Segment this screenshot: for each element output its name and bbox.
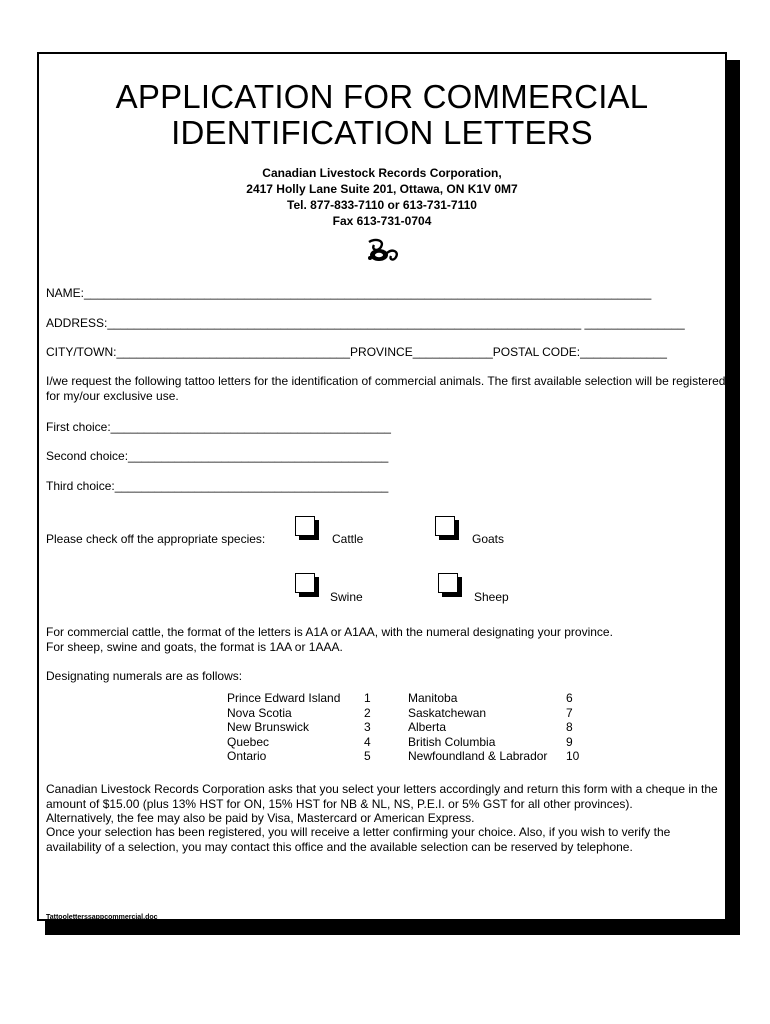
form-title-line2: IDENTIFICATION LETTERS (171, 114, 593, 151)
province-numeral: 1 (364, 691, 371, 705)
third-choice-field[interactable]: Third choice:_________________________________________ (46, 479, 389, 493)
form-page (37, 52, 727, 921)
cattle-label: Cattle (332, 532, 364, 546)
swine-checkbox[interactable] (295, 573, 315, 593)
name-field[interactable]: NAME:_____________________________________________________________________________________ (46, 286, 652, 300)
species-prompt: Please check off the appropriate species: (46, 532, 266, 546)
goats-checkbox[interactable] (435, 516, 455, 536)
address-field[interactable]: ADDRESS:_______________________________________________________________________ _______________ (46, 316, 685, 330)
closing-alt-payment-text: Alternatively, the fee may also be paid by Visa, Mastercard or American Express. (46, 811, 475, 825)
province-row (227, 720, 371, 735)
province-numeral: 4 (364, 734, 371, 749)
province-numeral: 10 (566, 749, 580, 764)
province-name: Quebec (227, 734, 270, 749)
province-numeral: 6 (566, 691, 573, 705)
goats-label: Goats (472, 532, 505, 546)
closing-confirmation-text: Once your selection has been registered, you will receive a letter confirming your choice. Also, if you wish to verify the availability of a selection, you may contact this office and the available selection can be reserved by telephone. (46, 825, 671, 854)
province-numeral: 8 (566, 720, 573, 735)
province-name: New Brunswick (227, 720, 310, 735)
first-choice-field[interactable]: First choice:__________________________________________ (46, 420, 391, 434)
flourish-ornament-icon (365, 238, 401, 264)
province-row (408, 720, 579, 735)
province-name: Saskatchewan (408, 705, 487, 720)
province-numeral: 5 (364, 749, 371, 764)
footer-filename: Tattooletterssappcommercial.doc (46, 914, 158, 921)
cattle-format-text: For commercial cattle, the format of the letters is A1A or A1AA, with the numeral designating your province. (46, 625, 613, 639)
province-name: British Columbia (408, 734, 496, 749)
province-numeral: 2 (364, 705, 371, 720)
form-title-line1: APPLICATION FOR COMMERCIAL (115, 78, 649, 115)
province-name: Nova Scotia (227, 705, 292, 720)
province-numeral: 9 (566, 734, 573, 749)
swine-label: Swine (330, 590, 363, 604)
province-row (227, 706, 371, 721)
province-numeral: 7 (566, 705, 573, 720)
province-name: Newfoundland & Labrador (408, 749, 548, 764)
org-fax: Fax 613-731-0704 (332, 214, 432, 228)
org-tel: Tel. 877-833-7110 or 613-731-7110 (287, 198, 477, 212)
cattle-checkbox[interactable] (295, 516, 315, 536)
province-list-right (408, 691, 579, 764)
org-name: Canadian Livestock Records Corporation, (262, 166, 502, 180)
sheep-checkbox[interactable] (438, 573, 458, 593)
closing-payment-text: Canadian Livestock Records Corporation asks that you select your letters accordingly and return this form with a cheque in the amount of $15.00 (plus 13% HST for ON, 15% HST for NB & NL, NS, P.E.I. or 5% GST for all other provinces). (46, 782, 718, 811)
province-row (408, 691, 579, 706)
province-numeral: 3 (364, 720, 371, 735)
province-name: Prince Edward Island (227, 691, 341, 705)
sheep-goats-format-text: For sheep, swine and goats, the format is 1AA or 1AAA. (46, 640, 343, 654)
province-name: Manitoba (408, 691, 458, 705)
province-name: Ontario (227, 749, 267, 764)
org-address: 2417 Holly Lane Suite 201, Ottawa, ON K1V 0M7 (246, 182, 518, 196)
request-text: I/we request the following tattoo letters for the identification of commercial animals. The first available selection will be registered for my/our exclusive use. (46, 374, 726, 403)
city-province-postal-field[interactable]: CITY/TOWN:___________________________________PROVINCE____________POSTAL CODE:_____________ (46, 345, 667, 359)
province-name: Alberta (408, 720, 447, 735)
province-list-left (227, 691, 371, 764)
province-row (408, 735, 579, 750)
province-row (408, 749, 579, 764)
second-choice-field[interactable]: Second choice:_______________________________________ (46, 449, 389, 463)
province-row (227, 735, 371, 750)
province-row (227, 749, 371, 764)
sheep-label: Sheep (474, 590, 509, 604)
province-row (227, 691, 371, 706)
designating-intro: Designating numerals are as follows: (46, 669, 243, 683)
province-row (408, 706, 579, 721)
